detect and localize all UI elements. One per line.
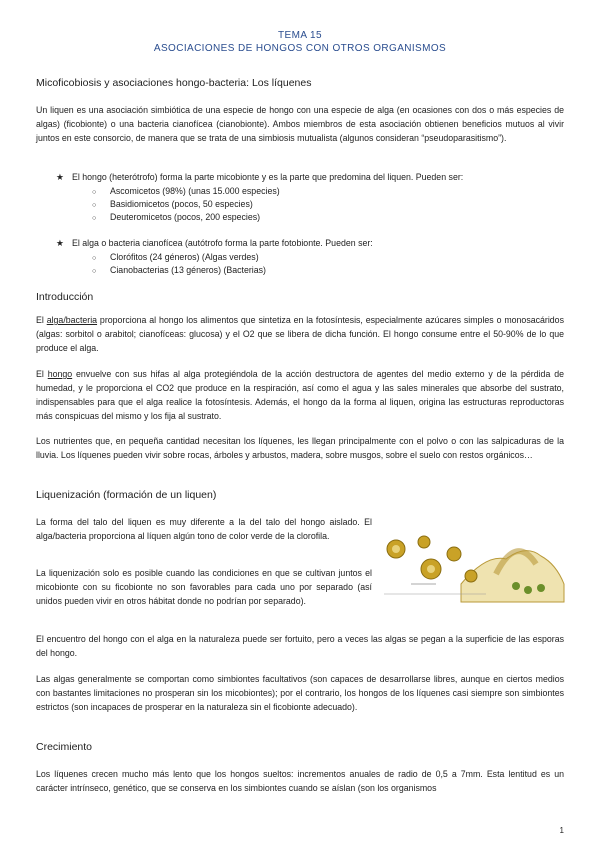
list-item-text: Clorófitos (24 géneros) (Algas verdes) — [110, 252, 259, 262]
paragraph-encounter: El encuentro del hongo con el alga en la naturaleza puede ser fortuito, pero a veces las algas se pegan a la superficie de las esporas del hongo. — [36, 634, 564, 658]
section-heading-lichenization: Liquenización (formación de un liquen) — [36, 489, 217, 501]
paragraph-definition: Un liquen es una asociación simbiótica de una especie de hongo con una especie de alga (en ocasiones con dos o más especies de algas) (ficobionte) o una bacteria cianofícea (cianobionte). Ambos miembros de esta asociación obtienen beneficios mutuos al vivir juntos en este consorcio, de manera que se trata de una simbiosis mutualista (algunos consideran “pseudoparasitismo”). — [36, 105, 564, 143]
text-run: El — [36, 369, 48, 379]
section-heading-growth: Crecimiento — [36, 741, 93, 753]
list-item — [92, 264, 266, 278]
paragraph-thallus: La forma del talo del liquen es muy diferente a la del talo del hongo aislado. El alga/bacteria proporciona al líquen algún tono de color verde de la clorofila. — [36, 517, 372, 541]
star-bullet-icon: ★ — [56, 172, 64, 182]
list-item-text: Deuteromicetos (pocos, 200 especies) — [110, 212, 261, 222]
section-heading-intro: Introducción — [36, 291, 94, 303]
circle-bullet-icon: ○ — [92, 215, 97, 222]
text-run: proporciona al hongo los alimentos que sintetiza en la fotosíntesis, especialmente azúcares simples o monosacáridos (algas: sorbitol o arabitol; cianofíceas: glucosa) y el O2 que se libera de dicha función. El hongo consume entre el 50-90% de lo que produce el alga. — [36, 315, 564, 353]
circle-bullet-icon: ○ — [92, 255, 97, 262]
list-item — [92, 198, 253, 212]
bullet-fungus-text: El hongo (heterótrofo) forma la parte micobionte y es la parte que predomina del liquen. Pueden ser: — [72, 172, 464, 182]
bullet-algae-text: El alga o bacteria cianofícea (autótrofo forma la parte fotobionte. Pueden ser: — [72, 238, 373, 248]
underlined-term-algae: alga/bacteria — [46, 315, 98, 325]
lichen-diagram-image — [376, 514, 566, 604]
paragraph-algae-role — [36, 313, 564, 355]
list-item — [92, 251, 259, 265]
paragraph-nutrients: Los nutrientes que, en pequeña cantidad necesitan los líquenes, les llegan principalmente con el polvo o con las salpicaduras de la lluvia. Los líquenes pueden vivir sobre rocas, árboles y arbustos, madera, sobre musgos, sobre el suelo con restos orgánicos… — [36, 436, 564, 460]
text-run: envuelve con sus hifas al alga protegiéndola de la acción destructora de agentes del medio externo y de la pérdida de humedad, y le proporciona el CO2 que produce en la respiración, así como el agua y las sales minerales que absorbe del sustrato, indispensables para que el alga realice la fotosíntesis. Además, el hongo da la forma al liquen, origina las estructuras reproductoras más conspicuas del mismo y los fija al sustrato. — [36, 369, 564, 421]
paragraph-conditions: La liquenización solo es posible cuando las condiciones en que se cultivan juntos el micobionte con su ficobionte no son favorables para cada uno por separado (así unidos pueden vivir en otros hábitat donde no podrían por separado). — [36, 568, 372, 606]
paragraph-growth: Los líquenes crecen mucho más lento que los hongos sueltos: incrementos anuales de radio de 0,5 a 7mm. Esta lentitud es un carácter intrínseco, genético, que se conserva en los simbiontes cuando se aíslan (son los organismos — [36, 769, 564, 793]
paragraph-symbionts: Las algas generalmente se comportan como simbiontes facultativos (son capaces de desarrollarse libres, aunque en ciertos medios con bastantes limitaciones no prosperan sin los micobiontes); por el contrario, los hongos de los líquenes casi siempre son simbiontes estrictos (son incapaces de prosperar en la naturaleza sin el ficobionte adecuado). — [36, 674, 564, 712]
list-item-text: Ascomicetos (98%) (unas 15.000 especies) — [110, 186, 280, 196]
section-heading-lichens: Micoficobiosis y asociaciones hongo-bacteria: Los líquenes — [36, 77, 312, 89]
list-item-text: Cianobacterias (13 géneros) (Bacterias) — [110, 265, 266, 275]
circle-bullet-icon: ○ — [92, 202, 97, 209]
text-run: El — [36, 315, 47, 325]
star-bullet-icon: ★ — [56, 238, 64, 248]
doc-title: TEMA 15 — [278, 30, 322, 41]
bullet-fungus — [56, 171, 463, 184]
paragraph-fungus-role — [36, 367, 564, 423]
lichenization-diagram — [376, 514, 566, 604]
doc-subtitle: ASOCIACIONES DE HONGOS CON OTROS ORGANISMOS — [153, 43, 447, 54]
list-item — [92, 185, 280, 199]
underlined-term-fungus: hongo — [47, 369, 73, 379]
bullet-algae — [56, 237, 373, 250]
page-number: 1 — [559, 826, 564, 835]
circle-bullet-icon: ○ — [92, 189, 97, 196]
list-item — [92, 211, 260, 225]
list-item-text: Basidiomicetos (pocos, 50 especies) — [110, 199, 253, 209]
circle-bullet-icon: ○ — [92, 268, 97, 275]
